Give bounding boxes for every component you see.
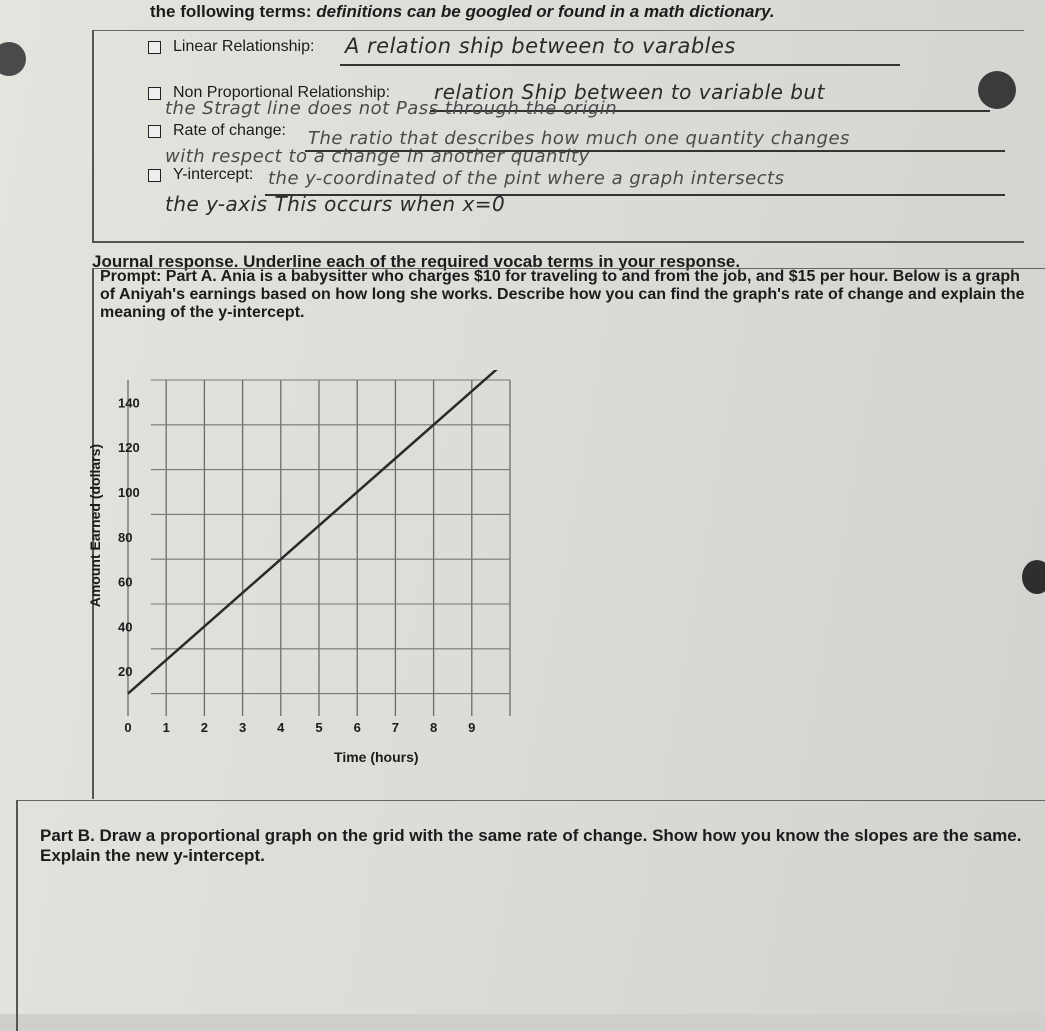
binder-hole (978, 71, 1016, 109)
part-b-text: Part B. Draw a proportional graph on the grid with the same rate of change. Show how you know the slopes are the same. Explain the new y-intercept. (40, 826, 1022, 865)
y-tick-label: 60 (118, 574, 133, 590)
binder-hole-left (0, 42, 26, 76)
answer-handwriting: the y-coordinated of the pint where a graph intersects (268, 168, 785, 189)
x-tick-label: 4 (277, 720, 285, 735)
y-tick-label: 20 (118, 664, 133, 680)
y-tick-label: 40 (118, 619, 133, 635)
y-tick-label: 120 (118, 440, 140, 456)
answer-handwriting-line2: the Stragt line does not Pass through the origin (165, 98, 618, 119)
y-tick-label: 140 (118, 395, 140, 411)
answer-handwriting-line2: with respect to a change in another quantity (165, 146, 590, 167)
x-tick-label: 5 (315, 720, 323, 735)
vocab-term-linear (148, 38, 314, 56)
x-tick-label: 1 (162, 720, 170, 735)
answer-handwriting: relation Ship between to variable but (434, 80, 826, 104)
y-tick-label: 100 (118, 485, 140, 500)
term-label: Rate of change: (173, 122, 286, 139)
checkbox[interactable] (148, 41, 161, 54)
x-tick-label: 3 (238, 720, 247, 735)
x-tick-label: 6 (353, 720, 361, 735)
vocab-term-rate (148, 122, 286, 140)
x-tick-label: 8 (429, 720, 438, 735)
x-tick-label: 9 (468, 720, 476, 735)
x-tick-label: 7 (391, 720, 400, 735)
answer-handwriting-line2: the y-axis This occurs when x=0 (165, 192, 506, 216)
earnings-line-chart (80, 370, 520, 775)
checkbox[interactable] (148, 87, 161, 100)
answer-handwriting: The ratio that describes how much one quantity changes (308, 128, 850, 149)
vocab-term-yintercept (148, 166, 253, 184)
x-tick-label: 0 (124, 720, 132, 735)
checkbox[interactable] (148, 169, 161, 182)
term-label: Non Proportional Relationship: (173, 84, 391, 101)
term-label: Linear Relationship: (173, 38, 315, 55)
checkbox[interactable] (148, 125, 161, 138)
journal-heading: Journal response. Underline each of the required vocab terms in your response. (92, 252, 741, 271)
x-tick-label: 2 (200, 720, 209, 735)
answer-handwriting: A relation ship between to varables (345, 34, 736, 58)
y-axis-label: Amount Earned (dollars) (87, 443, 103, 608)
intro-text: the following terms: definitions can be googled or found in a math dictionary. (150, 2, 775, 21)
x-axis-label: Time (hours) (334, 749, 419, 765)
y-tick-label: 80 (118, 529, 133, 545)
answer-line (340, 64, 900, 66)
term-label: Y-intercept: (173, 166, 254, 183)
binder-hole-right (1022, 560, 1045, 594)
prompt-text: Prompt: Part A. Ania is a babysitter who charges $10 for traveling to and from the job, and $15 per hour. Below is a graph of Aniyah's earnings based on how long she works. Describe how you can find the graph's rate of change and explain the meaning of the y-intercept. (100, 268, 1025, 321)
